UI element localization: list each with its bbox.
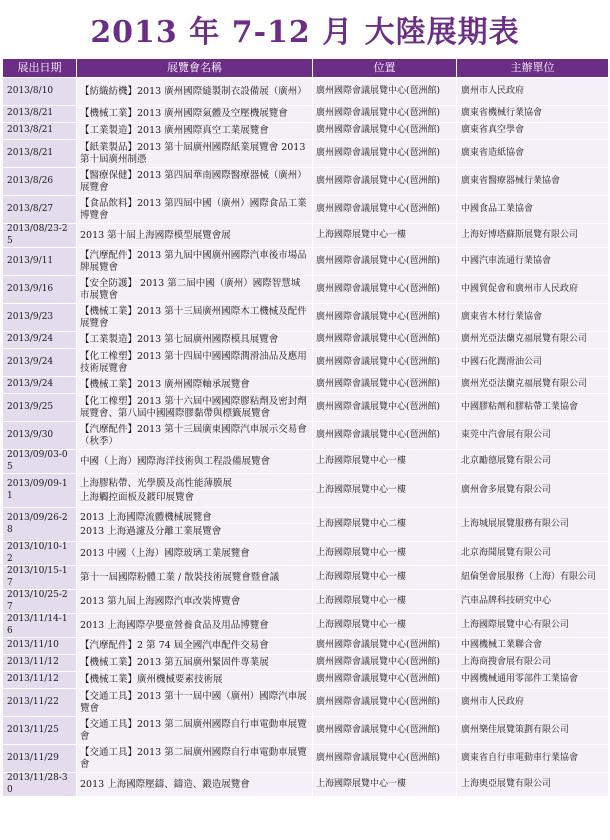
date-cell: 2013/8/21 xyxy=(3,123,77,140)
table-row xyxy=(3,542,609,566)
exhibition-name: 中國（上海）國際海洋技術與工程設備展覽會 xyxy=(80,455,271,467)
date-cell: 2013/10/10-12 xyxy=(3,542,77,566)
exhibition-table xyxy=(2,58,609,797)
date-cell: 2013/11/25 xyxy=(3,717,77,745)
organizer-cell: 中國石化潤滑油公司 xyxy=(457,349,609,377)
header-exhibition-name: 展覽會名稱 xyxy=(77,59,313,78)
venue-cell: 廣州國際會議展覽中心(琶洲館) xyxy=(313,140,457,168)
exhibition-name-cell xyxy=(77,304,313,332)
venue-cell: 廣州國際會議展覽中心(琶洲館) xyxy=(313,377,457,394)
exhibition-name: 2013 上海國際孕嬰童營養食品及用品博覽會 xyxy=(80,619,269,631)
exhibition-name-cell xyxy=(77,394,313,422)
organizer-cell: 北京海聞展覽有限公司 xyxy=(457,542,609,566)
exhibition-name: 【交通工具】2013 第二屆廣州國際自行車電動車展覽會 xyxy=(80,719,307,742)
exhibition-name-cell xyxy=(77,655,313,672)
table-row xyxy=(3,349,609,377)
venue-cell: 廣州國際會議展覽中心(琶洲館) xyxy=(313,78,457,106)
date-cell: 2013/8/26 xyxy=(3,168,77,196)
date-cell: 2013/11/28-30 xyxy=(3,773,77,797)
venue-cell: 上海國際展覽中心一樓 xyxy=(313,566,457,590)
table-row xyxy=(3,614,609,638)
organizer-cell: 中國貿促會和廣州市人民政府 xyxy=(457,276,609,304)
exhibition-name-cell xyxy=(77,672,313,689)
exhibition-name: 2013 上海過濾及分離工業展覽會 xyxy=(77,523,312,538)
exhibition-name: 【化工橡塑】2013 第十六屆中國國際膠粘劑及密封劑展覽會、第八屆中國國際膠黏帶與標籤展覽會 xyxy=(80,396,307,419)
venue-cell: 上海國際展覽中心一樓 xyxy=(313,474,457,508)
table-row xyxy=(3,394,609,422)
exhibition-name: 【機械工業】2013 第十三屆廣州國際木工機械及配件展覽會 xyxy=(80,306,307,329)
table-row xyxy=(3,78,609,106)
exhibition-name-cell xyxy=(77,106,313,123)
organizer-cell: 廣州樂佳展覽策劃有限公司 xyxy=(457,717,609,745)
date-cell: 2013/08/23-25 xyxy=(3,224,77,248)
date-cell: 2013/09/26-28 xyxy=(3,508,77,542)
organizer-cell: 中國汽車流通行業協會 xyxy=(457,248,609,276)
table-row xyxy=(3,276,609,304)
exhibition-name: 【汽摩配件】2013 第十三屆廣東國際汽車展示交易會（秋季） xyxy=(80,424,307,447)
table-row xyxy=(3,689,609,717)
exhibition-name-cell xyxy=(77,78,313,106)
table-row xyxy=(3,106,609,123)
exhibition-name-cell xyxy=(77,717,313,745)
date-cell: 2013/11/22 xyxy=(3,689,77,717)
exhibition-name-cell xyxy=(77,377,313,394)
organizer-cell: 東莞中汽會展有限公司 xyxy=(457,422,609,450)
exhibition-name: 上海觸控面板及鍍印展覽會 xyxy=(77,489,312,504)
exhibition-name-cell xyxy=(77,349,313,377)
organizer-cell: 廣東省機械行業協會 xyxy=(457,106,609,123)
date-cell: 2013/9/25 xyxy=(3,394,77,422)
exhibition-name: 【紙業製品】2013 第十屆廣州國際紙業展覽會 2013 第十屆廣州制憑 xyxy=(80,142,306,165)
date-cell: 2013/9/23 xyxy=(3,304,77,332)
table-row xyxy=(3,773,609,797)
exhibition-name: 【化工橡塑】2013 第十四屆中國國際潤滑油品及應用技術展覽會 xyxy=(80,351,307,374)
exhibition-name-cell xyxy=(77,248,313,276)
venue-cell: 廣州國際會議展覽中心(琶洲館) xyxy=(313,638,457,655)
exhibition-name-cell xyxy=(77,450,313,474)
venue-cell: 廣州國際會議展覽中心(琶洲館) xyxy=(313,349,457,377)
exhibition-name-cell xyxy=(77,140,313,168)
venue-cell: 廣州國際會議展覽中心(琶洲館) xyxy=(313,123,457,140)
date-cell: 2013/11/12 xyxy=(3,655,77,672)
table-header-row xyxy=(3,59,609,78)
exhibition-name: 上海膠粘帶、光學膜及高性能薄膜展 xyxy=(80,477,233,489)
date-cell: 2013/11/29 xyxy=(3,745,77,773)
exhibition-name-cell xyxy=(77,745,313,773)
date-cell: 2013/09/03-05 xyxy=(3,450,77,474)
table-row xyxy=(3,638,609,655)
organizer-cell: 廣東省醫療器械行業協會 xyxy=(457,168,609,196)
organizer-cell: 廣州市人民政府 xyxy=(457,689,609,717)
header-date: 展出日期 xyxy=(3,59,77,78)
exhibition-name: 【食品飲料】2013 第四屆中國（廣州）國際食品工業博覽會 xyxy=(80,198,307,221)
date-cell: 2013/11/14-16 xyxy=(3,614,77,638)
organizer-cell: 上海商搜會展有限公司 xyxy=(457,655,609,672)
organizer-cell: 汽車品牌科技研究中心 xyxy=(457,590,609,614)
organizer-cell: 中國機械通用零部件工業協會 xyxy=(457,672,609,689)
exhibition-name: 【醫療保健】2013 第四屆華南國際醫療器械（廣州）展覽會 xyxy=(80,170,307,193)
table-row xyxy=(3,566,609,590)
date-cell: 2013/9/24 xyxy=(3,332,77,349)
exhibition-name: 【機械工業】2013 第五屆廣州緊固件專業展 xyxy=(80,657,269,669)
organizer-cell: 上海奧亞展覽有限公司 xyxy=(457,773,609,797)
table-row xyxy=(3,672,609,689)
venue-cell: 廣州國際會議展覽中心(琶洲館) xyxy=(313,332,457,349)
table-row xyxy=(3,590,609,614)
date-cell: 2013/8/10 xyxy=(3,78,77,106)
organizer-cell: 廣東省木材行業協會 xyxy=(457,304,609,332)
table-row xyxy=(3,304,609,332)
organizer-cell: 廣東省自行車電動車行業協會 xyxy=(457,745,609,773)
exhibition-name: 2013 中國（上海）國際玻璃工業展覽會 xyxy=(80,547,250,559)
organizer-cell: 廣州市人民政府 xyxy=(457,78,609,106)
organizer-cell: 上海國際展覽中心有限公司 xyxy=(457,614,609,638)
table-row xyxy=(3,745,609,773)
venue-cell: 上海國際展覽中心一樓 xyxy=(313,614,457,638)
exhibition-name-cell xyxy=(77,224,313,248)
venue-cell: 廣州國際會議展覽中心(琶洲館) xyxy=(313,422,457,450)
date-cell: 2013/10/25-27 xyxy=(3,590,77,614)
page-title: 2013 年 7-12 月 大陸展期表 xyxy=(90,15,520,50)
venue-cell: 上海國際展覽中心二樓 xyxy=(313,508,457,542)
organizer-cell: 廣州光亞法蘭克福展覽有限公司 xyxy=(457,332,609,349)
date-cell: 2013/9/24 xyxy=(3,349,77,377)
organizer-cell: 紐倫堡會展服務（上海）有限公司 xyxy=(457,566,609,590)
exhibition-name-cell xyxy=(77,332,313,349)
exhibition-name-cell xyxy=(77,196,313,224)
exhibition-name-cell xyxy=(77,168,313,196)
organizer-cell: 中國食品工業協會 xyxy=(457,196,609,224)
exhibition-name: 【機械工業】廣州機械要素技術展 xyxy=(80,674,223,686)
venue-cell: 廣州國際會議展覽中心(琶洲館) xyxy=(313,106,457,123)
exhibition-name-cell xyxy=(77,276,313,304)
header-organizer: 主辦單位 xyxy=(457,59,609,78)
date-cell: 2013/11/12 xyxy=(3,672,77,689)
exhibition-name: 2013 第十屆上海國際模型展覽會展 xyxy=(80,229,231,241)
venue-cell: 廣州國際會議展覽中心(琶洲館) xyxy=(313,655,457,672)
table-row xyxy=(3,377,609,394)
exhibition-name: 【機械工業】2013 廣州國際軸承展覽會 xyxy=(80,379,250,391)
organizer-cell: 上海好博塔蘇斯展覽有限公司 xyxy=(457,224,609,248)
table-row xyxy=(3,450,609,474)
exhibition-name: 【汽摩配件】2013 第九屆中國廣州國際汽車後市場品牌展覽會 xyxy=(80,250,307,273)
exhibition-name-cell xyxy=(77,689,313,717)
date-cell: 2013/9/30 xyxy=(3,422,77,450)
table-row xyxy=(3,655,609,672)
exhibition-name-cell xyxy=(77,123,313,140)
venue-cell: 上海國際展覽中心一樓 xyxy=(313,450,457,474)
exhibition-name: 第十一屆國際粉體工業 / 散裝技術展覽會暨會議 xyxy=(80,571,280,583)
exhibition-name: 【交通工具】2013 第二屆廣州國際自行車電動車展覽會 xyxy=(80,747,307,770)
exhibition-name-cell xyxy=(77,422,313,450)
date-cell: 2013/8/27 xyxy=(3,196,77,224)
table-row xyxy=(3,168,609,196)
venue-cell: 廣州國際會議展覽中心(琶洲館) xyxy=(313,304,457,332)
header-venue: 位置 xyxy=(313,59,457,78)
table-row xyxy=(3,474,609,508)
venue-cell: 上海國際展覽中心一樓 xyxy=(313,542,457,566)
table-row xyxy=(3,248,609,276)
venue-cell: 廣州國際會議展覽中心(琶洲館) xyxy=(313,394,457,422)
date-cell: 2013/8/21 xyxy=(3,140,77,168)
venue-cell: 廣州國際會議展覽中心(琶洲館) xyxy=(313,248,457,276)
date-cell: 2013/9/11 xyxy=(3,248,77,276)
venue-cell: 上海國際展覽中心一樓 xyxy=(313,224,457,248)
table-row xyxy=(3,717,609,745)
exhibition-name: 2013 上海國際壓鑄、鑄造、鍛造展覽會 xyxy=(80,778,250,790)
venue-cell: 廣州國際會議展覽中心(琶洲館) xyxy=(313,672,457,689)
venue-cell: 廣州國際會議展覽中心(琶洲館) xyxy=(313,168,457,196)
organizer-cell: 中國機械工業聯合會 xyxy=(457,638,609,655)
exhibition-name-cell xyxy=(77,542,313,566)
exhibition-name: 【安全防護】 2013 第二屆中國（廣州）國際智慧城市展覽會 xyxy=(80,278,301,301)
exhibition-name: 【機械工業】2013 廣州國際氣體及空壓機展覽會 xyxy=(80,108,288,120)
date-cell: 2013/11/10 xyxy=(3,638,77,655)
exhibition-name-cell xyxy=(77,638,313,655)
organizer-cell: 廣東省造紙協會 xyxy=(457,140,609,168)
date-cell: 2013/09/09-11 xyxy=(3,474,77,508)
exhibition-name: 【工業製造】2013 第七屆廣州國際模具展覽會 xyxy=(80,334,279,346)
venue-cell: 上海國際展覽中心一樓 xyxy=(313,590,457,614)
exhibition-name: 【汽摩配件】2 第 74 屆全國汽車配件交易會 xyxy=(80,640,269,652)
exhibition-name-cell xyxy=(77,614,313,638)
venue-cell: 廣州國際會議展覽中心(琶洲館) xyxy=(313,717,457,745)
exhibition-name: 2013 上海國際流體機械展覽會 xyxy=(80,511,212,523)
exhibition-name: 【紡織紡機】2013 廣州國際縫製制衣設備展（廣州） xyxy=(80,85,307,97)
exhibition-name: 2013 第九屆上海國際汽車改裝博覽會 xyxy=(80,595,241,607)
organizer-cell: 廣東省真空學會 xyxy=(457,123,609,140)
exhibition-name: 【交通工具】2013 第十一屆中國（廣州）國際汽車展覽會 xyxy=(80,691,307,714)
exhibition-name-cell xyxy=(77,566,313,590)
organizer-cell: 上海城展展覽服務有限公司 xyxy=(457,508,609,542)
table-row xyxy=(3,196,609,224)
venue-cell: 廣州國際會議展覽中心(琶洲館) xyxy=(313,745,457,773)
organizer-cell: 廣州光亞法蘭克福展覽有限公司 xyxy=(457,377,609,394)
table-row xyxy=(3,140,609,168)
table-row xyxy=(3,508,609,542)
organizer-cell: 中國膠粘劑和膠粘帶工業協會 xyxy=(457,394,609,422)
exhibition-name-cell xyxy=(77,773,313,797)
venue-cell: 上海國際展覽中心一樓 xyxy=(313,773,457,797)
venue-cell: 廣州國際會議展覽中心(琶洲館) xyxy=(313,689,457,717)
table-row xyxy=(3,422,609,450)
table-row xyxy=(3,224,609,248)
venue-cell: 廣州國際會議展覽中心(琶洲館) xyxy=(313,196,457,224)
table-body xyxy=(3,78,609,797)
date-cell: 2013/9/16 xyxy=(3,276,77,304)
exhibition-name-cell xyxy=(77,508,313,542)
table-row xyxy=(3,332,609,349)
exhibition-name-cell xyxy=(77,474,313,508)
venue-cell: 廣州國際會議展覽中心(琶洲館) xyxy=(313,276,457,304)
table-row xyxy=(3,123,609,140)
exhibition-name: 【工業製造】2013 廣州國際真空工業展覽會 xyxy=(80,125,269,137)
date-cell: 2013/8/21 xyxy=(3,106,77,123)
exhibition-name-cell xyxy=(77,590,313,614)
organizer-cell: 北京勵德展覽有限公司 xyxy=(457,450,609,474)
date-cell: 2013/10/15-17 xyxy=(3,566,77,590)
date-cell: 2013/9/24 xyxy=(3,377,77,394)
organizer-cell: 廣州會多展覽有限公司 xyxy=(457,474,609,508)
